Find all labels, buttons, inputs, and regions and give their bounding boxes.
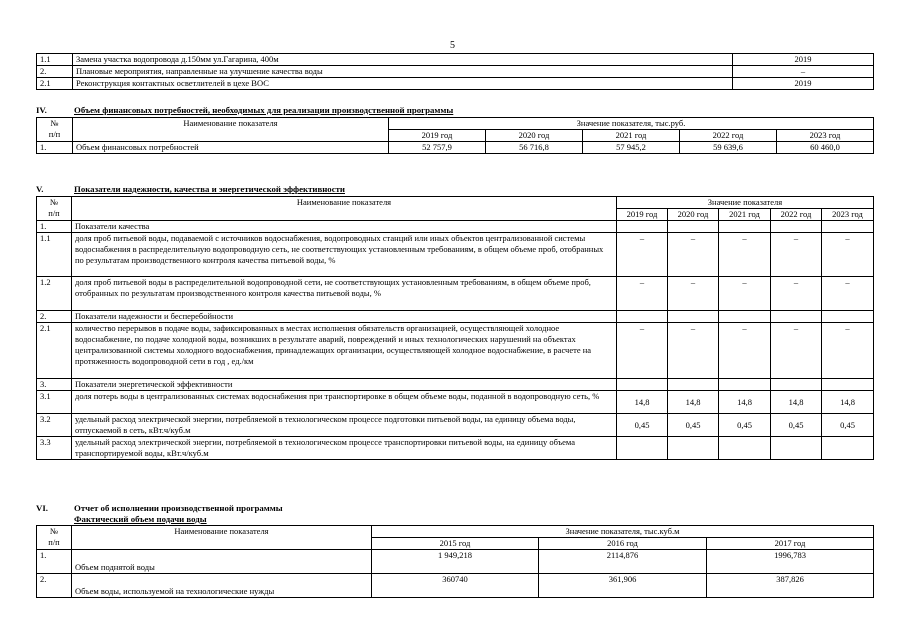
- value-cell: 56 716,8: [486, 142, 583, 154]
- water-supply-table: [36, 525, 874, 598]
- row-name: количество перерывов в подаче воды, зафиксированных в местах исполнения обязательств организацией, осуществляющей холодное водоснабжение, по подаче холодной воды, возникших в результате аварий, повреждений и иных технологических нарушений на объектах централизованной системы холодного водоснабжения, принадлежащих организации, осуществляющей холодное водоснабжение, в расчете на протяженность водопроводной сети в год , ед./км: [72, 323, 617, 379]
- row-num: 2.: [37, 311, 72, 323]
- row-name: удельный расход электрической энергии, потребляемой в технологическом процессе транспортировки питьевой воды, на единицу объема транспортируемой воды, кВт.ч/куб.м: [72, 437, 617, 460]
- top-table: [36, 53, 874, 90]
- financial-needs-table: [36, 117, 874, 154]
- value-cell: –: [771, 323, 822, 379]
- group-row: [37, 311, 874, 323]
- value-cell: 1 949,218: [372, 550, 539, 574]
- table-row: [37, 550, 874, 574]
- row-name: удельный расход электрической энергии, потребляемой в технологическом процессе подготовки питьевой воды, на единицу объема воды, отпускаемой в сеть, кВт.ч/куб.м: [72, 414, 617, 437]
- head-name: Наименование показателя: [72, 197, 617, 221]
- row-num: 1.2: [37, 277, 72, 311]
- year-cell: 2019 год: [389, 130, 486, 142]
- section-title: Показатели надежности, качества и энергетической эффективности: [74, 184, 345, 194]
- value-cell: 14,8: [668, 391, 719, 414]
- head-value: Значение показателя, тыс.руб.: [389, 118, 874, 130]
- value-cell: 0,45: [822, 414, 874, 437]
- value-cell: [719, 437, 771, 460]
- value-cell: 14,8: [822, 391, 874, 414]
- section-number: V.: [36, 184, 44, 194]
- row-name: доля проб питьевой воды, подаваемой с источников водоснабжения, водопроводных станций или иных объектов централизованной системы водоснабжения в распределительную водопроводную сеть, не соответствующих установленным требованиям, в общем объеме проб, отобранных по результатам производственного контроля качества питьевой воды, %: [72, 233, 617, 277]
- head-name: Наименование показателя: [73, 118, 389, 142]
- table-row: [37, 437, 874, 460]
- value-cell: 0,45: [771, 414, 822, 437]
- row-name: Объем поднятой воды: [72, 550, 372, 574]
- table-row: [37, 277, 874, 311]
- head-num: № п/п: [37, 118, 73, 142]
- value-cell: 57 945,2: [583, 142, 680, 154]
- year-cell: 2022 год: [771, 209, 822, 221]
- year-cell: 2021 год: [583, 130, 680, 142]
- row-name: Замена участка водопровода д.150мм ул.Гагарина, 400м: [73, 54, 733, 66]
- row-num: 2.1: [37, 323, 72, 379]
- row-num: 1.1: [37, 54, 73, 66]
- row-num: 1.: [37, 221, 72, 233]
- section-4-heading: [36, 105, 453, 115]
- year-cell: 2019 год: [617, 209, 668, 221]
- value-cell: 0,45: [719, 414, 771, 437]
- value-cell: [668, 437, 719, 460]
- group-row: [37, 379, 874, 391]
- value-cell: 387,826: [707, 574, 874, 598]
- row-name: Объем финансовых потребностей: [73, 142, 389, 154]
- value-cell: –: [822, 277, 874, 311]
- value-cell: 14,8: [771, 391, 822, 414]
- section-title: Отчет об исполнении производственной программы: [74, 503, 283, 513]
- value-cell: 361,906: [539, 574, 707, 598]
- group-row: [37, 221, 874, 233]
- value-cell: 0,45: [668, 414, 719, 437]
- value-cell: –: [668, 323, 719, 379]
- head-value: Значение показателя: [617, 197, 874, 209]
- value-cell: –: [719, 233, 771, 277]
- table-row: [37, 323, 874, 379]
- value-cell: –: [617, 277, 668, 311]
- year-cell: 2021 год: [719, 209, 771, 221]
- row-name: Показатели энергетической эффективности: [72, 379, 617, 391]
- head-name: Наименование показателя: [72, 526, 372, 550]
- row-value: –: [733, 66, 874, 78]
- row-num: 3.3: [37, 437, 72, 460]
- value-cell: 52 757,9: [389, 142, 486, 154]
- table-row: [37, 574, 874, 598]
- row-name: Показатели качества: [72, 221, 617, 233]
- year-cell: 2020 год: [486, 130, 583, 142]
- row-num: 1.: [37, 550, 72, 574]
- row-name: Плановые мероприятия, направленные на улучшение качества воды: [73, 66, 733, 78]
- row-num: 2.: [37, 574, 72, 598]
- row-num: 2.1: [37, 78, 73, 90]
- table-row: [37, 414, 874, 437]
- value-cell: 14,8: [719, 391, 771, 414]
- row-value: 2019: [733, 78, 874, 90]
- row-value: 2019: [733, 54, 874, 66]
- value-cell: 1996,783: [707, 550, 874, 574]
- table-row: [37, 233, 874, 277]
- reliability-table: [36, 196, 874, 460]
- value-cell: 2114,876: [539, 550, 707, 574]
- year-cell: 2017 год: [707, 538, 874, 550]
- value-cell: 59 639,6: [680, 142, 777, 154]
- value-cell: [771, 437, 822, 460]
- header-row: [37, 526, 874, 538]
- header-row: [37, 118, 874, 130]
- page-number: 5: [450, 40, 455, 51]
- table-row: [37, 142, 874, 154]
- year-cell: 2023 год: [822, 209, 874, 221]
- value-cell: 60 460,0: [777, 142, 874, 154]
- table-row: [37, 391, 874, 414]
- value-cell: [617, 437, 668, 460]
- value-cell: 0,45: [617, 414, 668, 437]
- value-cell: –: [617, 233, 668, 277]
- head-num: № п/п: [37, 526, 72, 550]
- value-cell: 360740: [372, 574, 539, 598]
- value-cell: –: [771, 277, 822, 311]
- section-6-subtitle: Фактический объем подачи воды: [74, 514, 207, 524]
- value-cell: [822, 437, 874, 460]
- row-name: доля проб питьевой воды в распределительной водопроводной сети, не соответствующих установленным требованиям, в общем объеме проб, отобранных по результатам производственного контроля качества питьевой воды, %: [72, 277, 617, 311]
- row-num: 2.: [37, 66, 73, 78]
- year-cell: 2016 год: [539, 538, 707, 550]
- table-row: [37, 78, 874, 90]
- value-cell: –: [822, 323, 874, 379]
- year-cell: 2022 год: [680, 130, 777, 142]
- head-value: Значение показателя, тыс.куб.м: [372, 526, 874, 538]
- value-cell: –: [617, 323, 668, 379]
- row-name: Реконструкция контактных осветлителей в цехе ВОС: [73, 78, 733, 90]
- value-cell: –: [668, 233, 719, 277]
- section-title: Объем финансовых потребностей, необходимых для реализации производственной программы: [74, 105, 454, 115]
- row-num: 3.: [37, 379, 72, 391]
- section-5-heading: [36, 184, 345, 194]
- row-name: Объем воды, используемой на технологические нужды: [72, 574, 372, 598]
- year-cell: 2015 год: [372, 538, 539, 550]
- row-num: 3.2: [37, 414, 72, 437]
- row-num: 3.1: [37, 391, 72, 414]
- value-cell: 14,8: [617, 391, 668, 414]
- head-num: № п/п: [37, 197, 72, 221]
- year-cell: 2023 год: [777, 130, 874, 142]
- section-number: VI.: [36, 503, 48, 513]
- value-cell: –: [822, 233, 874, 277]
- value-cell: –: [668, 277, 719, 311]
- row-num: 1.1: [37, 233, 72, 277]
- section-6-heading: [36, 503, 283, 513]
- value-cell: –: [771, 233, 822, 277]
- section-number: IV.: [36, 105, 47, 115]
- row-name: Показатели надежности и бесперебойности: [72, 311, 617, 323]
- value-cell: –: [719, 323, 771, 379]
- row-name: доля потерь воды в централизованных системах водоснабжения при транспортировке в общем объеме воды, поданной в водопроводную сеть, %: [72, 391, 617, 414]
- value-cell: –: [719, 277, 771, 311]
- row-num: 1.: [37, 142, 73, 154]
- table-row: [37, 66, 874, 78]
- table-row: [37, 54, 874, 66]
- header-row: [37, 197, 874, 209]
- year-cell: 2020 год: [668, 209, 719, 221]
